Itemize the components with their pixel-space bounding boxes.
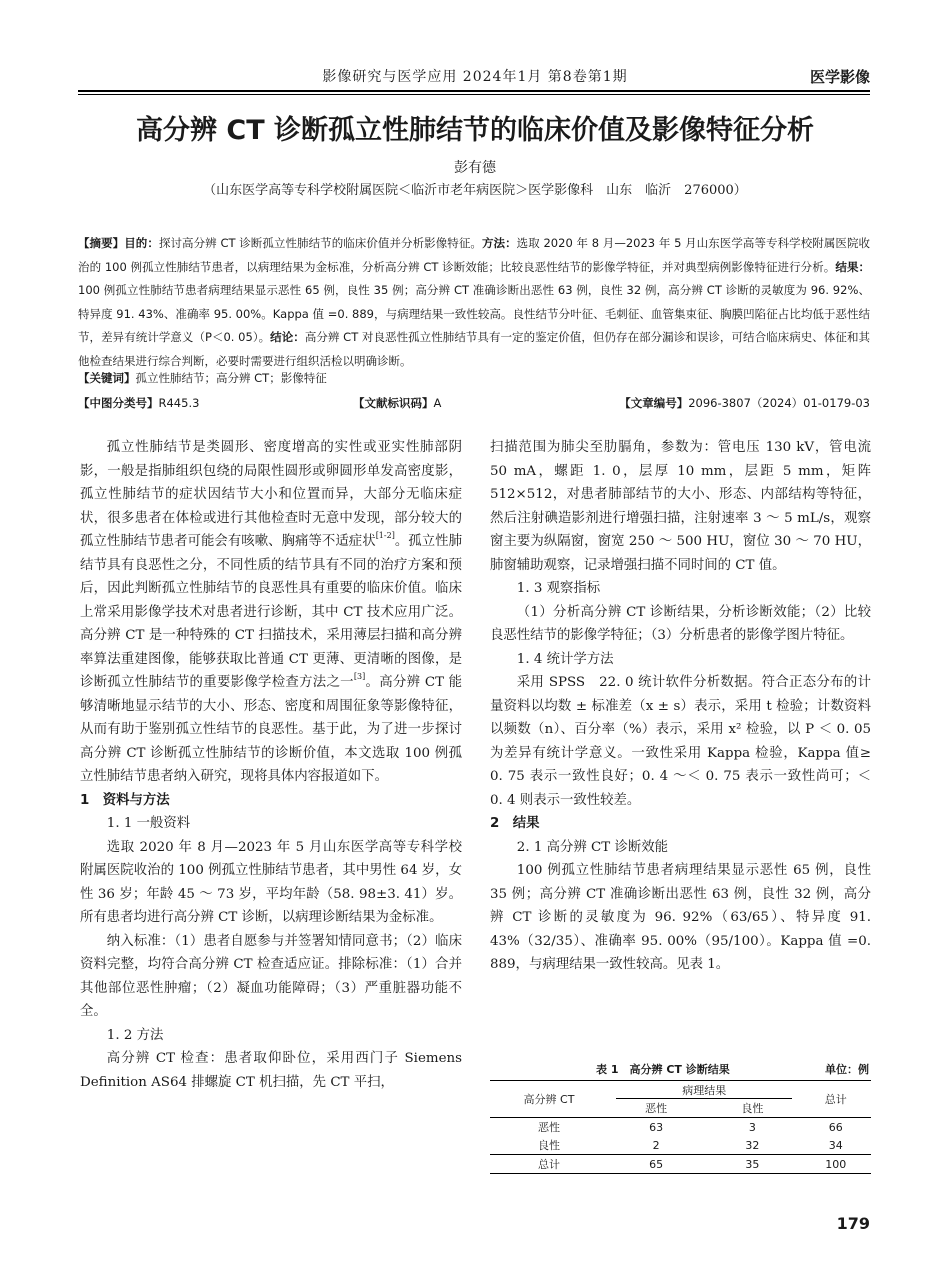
- page-number: 179: [836, 1214, 870, 1233]
- clc-value: R445.3: [158, 396, 200, 410]
- intro-paragraph: [80, 436, 462, 789]
- cell-benign: 32: [704, 1136, 800, 1155]
- abstract-label: 【摘要】: [78, 236, 125, 250]
- method-continued: 扫描范围为肺尖至肋膈角，参数为：管电压 130 kV，管电流 50 mA，螺距 1. 0，层厚 10 mm，层距 5 mm，矩阵 512×512，对患者肺部结节的大小、形态、内部结构等特征，然后注射碘造影剂进行增强扫描，注射速率 3 ～ 5 mL/s，观察窗主要为纵隔窗，窗宽 250 ～ 500 HU，窗位 30 ～ 70 HU，肺窗辅助观察，记录增强扫描不同时间的 CT 值。: [490, 440, 871, 573]
- doc-value: A: [433, 396, 442, 410]
- citation-1: [1-2]: [375, 531, 395, 540]
- conclusion-text: 高分辨 CT 对良恶性孤立性肺结节具有一定的鉴定价值，但仍存在部分漏诊和误诊，可结合临床病史、体征和其他检查结果进行综合判断，必要时需要进行组织活检以明确诊断。: [78, 330, 870, 368]
- subsection-heading-1-3: 1. 3 观察指标: [516, 581, 601, 596]
- affiliation: （山东医学高等专科学校附属医院＜临沂市老年病医院＞医学影像科 山东 临沂 276000）: [203, 183, 747, 198]
- article-number: [619, 395, 870, 411]
- right-column: [490, 436, 871, 977]
- doc-code: [353, 395, 441, 411]
- purpose-text: 探讨高分辨 CT 诊断孤立性肺结节的临床价值并分析影像特征。: [158, 236, 482, 250]
- table-title: 表 1 高分辨 CT 诊断结果: [596, 1063, 730, 1076]
- row-label: 恶性: [538, 1121, 560, 1134]
- subsection-heading-2-1: 2. 1 高分辨 CT 诊断效能: [516, 839, 669, 855]
- purpose-label: 目的：: [124, 236, 159, 250]
- clc-number: [78, 395, 199, 411]
- table-row: [490, 1155, 871, 1174]
- article-title: 高分辨 CT 诊断孤立性肺结节的临床价值及影像特征分析: [135, 115, 815, 146]
- group-header-text: 病理结果: [616, 1082, 792, 1099]
- conclusion-label: 结论：: [270, 330, 305, 344]
- table-row: [490, 1118, 871, 1137]
- cell-benign: 35: [704, 1155, 800, 1174]
- intro-text-2: 。孤立性肺结节具有良恶性之分，不同性质的结节具有不同的治疗方案和预后，因此判断孤立性肺结节的良恶性具有重要的临床价值。临床上常采用影像学技术对患者进行诊断，其中 CT 技术应用广泛。高分辨 CT 是一种特殊的 CT 扫描技术，采用薄层扫描和高分辨率算法重建图像，能够获取比普通 CT 更薄、更清晰的图像，是诊断孤立性肺结节的重要影像学检查方法之一: [80, 534, 463, 690]
- article-value: 2096-3807（2024）01-0179-03: [688, 396, 870, 410]
- left-column: [80, 436, 462, 1094]
- cell-total: 100: [800, 1155, 871, 1174]
- cell-malignant: 2: [608, 1136, 704, 1155]
- table-total-header: 总计: [800, 1081, 871, 1118]
- abstract: [78, 232, 870, 373]
- clc-label: 【中图分类号】: [78, 396, 159, 410]
- cell-total: 66: [828, 1120, 843, 1134]
- section-heading-2: 2 结果: [490, 816, 540, 831]
- journal-header: 影像研究与医学应用 2024年1月 第8卷第1期: [322, 69, 628, 85]
- cell-benign: 3: [748, 1120, 756, 1134]
- indicators-paragraph: （1）分析高分辨 CT 诊断结果，分析诊断效能；（2）比较良恶性结节的影像学特征；（3）分析患者的影像学图片特征。: [490, 604, 871, 643]
- subsection-heading-1-1: 1. 1 一般资料: [106, 816, 191, 831]
- section-label: 医学影像: [809, 68, 870, 86]
- cell-total: 34: [800, 1136, 871, 1155]
- subsection-heading-1-4: 1. 4 统计学方法: [516, 651, 614, 667]
- methods-label: 方法：: [481, 236, 517, 250]
- results-label: 结果：: [835, 259, 871, 274]
- results-paragraph: 100 例孤立性肺结节患者病理结果显示恶性 65 例，良性 35 例；高分辨 CT 准确诊断出恶性 63 例，良性 32 例，高分辨 CT 诊断的灵敏度为 96. 92%（63/65）、特异度 91. 43%（32/35）、准确率 95. 00%（95/100）。Kappa 值 =0. 889，与病理结果一致性较高。见表 1。: [490, 863, 871, 972]
- keywords-text: 孤立性肺结节；高分辨 CT；影像特征: [135, 371, 327, 385]
- citation-2: [3]: [353, 672, 366, 681]
- header-rule: [78, 90, 870, 92]
- table-row-header: 高分辨 CT: [490, 1081, 608, 1118]
- keywords-label: 【关键词】: [78, 371, 136, 385]
- table-unit: 单位：例: [825, 1063, 869, 1076]
- doc-label: 【文献标识码】: [353, 396, 434, 410]
- author: 彭有德: [454, 160, 496, 176]
- stats-paragraph: 采用 SPSS 22. 0 统计软件分析数据。符合正态分布的计量资料以均数 ± 标准差（x ± s）表示，采用 t 检验；计数资料以频数（n）、百分率（%）表示，采用 x² 检验，以 P ＜ 0. 05 为差异有统计学意义。一致性采用 Kappa 检验，Kappa 值≥ 0. 75 表示一致性良好；0. 4 ～＜ 0. 75 表示一致性尚可；＜ 0. 4 则表示一致性较差。: [490, 675, 871, 808]
- results-text: 100 例孤立性肺结节患者病理结果显示恶性 65 例，良性 35 例；高分辨 CT 准确诊断出恶性 63 例，良性 32 例，高分辨 CT 诊断的灵敏度为 96. 92%、特异度 91. 43%、准确率 95. 00%。Kappa 值 =0. 889，与病理结果一致性较高。良性结节分叶征、毛刺征、血管集束征、胸膜凹陷征占比均低于恶性结节，差异有统计学意义（P＜0. 05）。: [78, 283, 870, 344]
- header-rule-thin: [78, 94, 870, 95]
- general-paragraph: 选取 2020 年 8 月—2023 年 5 月山东医学高等专科学校附属医院收治的 100 例孤立性肺结节患者，其中男性 64 岁，女性 36 岁；年龄 45 ～ 73 岁，平均年龄（58. 98±3. 41）岁。所有患者均进行高分辨 CT 诊断，以病理诊断结果为金标准。: [80, 839, 462, 925]
- methods-text: 选取 2020 年 8 月—2023 年 5 月山东医学高等专科学校附属医院收治的 100 例孤立性肺结节患者，以病理结果为金标准，分析高分辨 CT 诊断效能；比较良恶性结节的影像学特征，并对典型病例影像特征进行分析。: [78, 236, 871, 274]
- intro-text-3: 。高分辨 CT 能够清晰地显示结节的大小、形态、密度和周围征象等影像特征，从而有助于鉴别孤立性结节的良恶性。基于此，为了进一步探讨高分辨 CT 诊断孤立性肺结节的诊断价值，本文选取 100 例孤立性肺结节患者纳入研究，现将具体内容报道如下。: [80, 675, 462, 784]
- table-row: [490, 1136, 871, 1155]
- cell-malignant: 63: [649, 1120, 664, 1134]
- subsection-heading-1-2: 1. 2 方法: [106, 1027, 164, 1043]
- table-malignant-header: 恶性: [608, 1099, 704, 1118]
- table-group-header: [608, 1081, 800, 1100]
- table-header-row: [490, 1081, 871, 1100]
- results-table: [490, 1080, 871, 1174]
- table-benign-header: 良性: [704, 1099, 800, 1118]
- row-label: 良性: [490, 1136, 608, 1155]
- inclusion-paragraph: 纳入标准：（1）患者自愿参与并签署知情同意书；（2）临床资料完整，均符合高分辨 CT 检查适应证。排除标准：（1）合并其他部位恶性肿瘤；（2）凝血功能障碍；（3）严重脏器功能不全。: [80, 933, 462, 1019]
- method-paragraph: 高分辨 CT 检查：患者取仰卧位，采用西门子 Siemens Definition AS64 排螺旋 CT 机扫描，先 CT 平扫，: [80, 1051, 462, 1090]
- article-label: 【文章编号】: [619, 396, 689, 410]
- intro-text-1: 孤立性肺结节是类圆形、密度增高的实性或亚实性肺部阴影，一般是指肺组织包绕的局限性圆形或卵圆形单发高密度影，孤立性肺结节的症状因结节大小和位置而异，大部分无临床症状，很多患者在体检或进行其他检查时无意中发现，部分较大的孤立性肺结节患者可能会有咳嗽、胸痛等不适症状: [80, 440, 462, 549]
- cell-malignant: 65: [608, 1155, 704, 1174]
- row-label: 总计: [490, 1155, 608, 1174]
- keywords: [78, 370, 870, 386]
- section-heading-1: 1 资料与方法: [80, 792, 170, 808]
